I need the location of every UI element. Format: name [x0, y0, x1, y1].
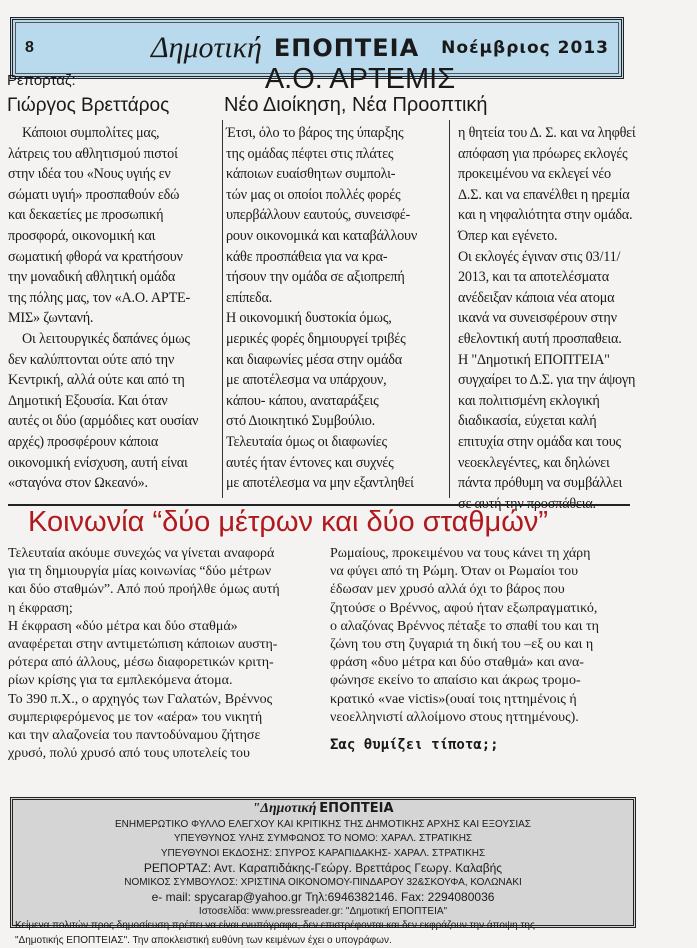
text-line: αυτές ήταν έντονες και συχνές	[226, 453, 446, 474]
text-line: Το 390 π.Χ., ο αρχηγός των Γαλατών, Βρέννος	[8, 691, 280, 709]
text-line: φώνησε εκείνο το απαίσιο και άκρως τρομο-	[330, 672, 599, 690]
footer-line: ΝΟΜΙΚΟΣ ΣΥΜΒΟΥΛΟΣ: ΧΡΙΣΤΙΝΑ ΟΙΚΟΝΟΜΟΥ-ΠΙΝΔΑΡΟΥ 32&ΣΚΟΥΦΑ, ΚΟΛΩΝΑΚΙ	[13, 876, 633, 891]
text-line: απόφαση για πρόωρες εκλογές	[458, 144, 658, 165]
text-line: λάτρεις του αθλητισμού πιστοί	[8, 144, 218, 165]
text-line: σώματι υγιή» προσπαθούν εδώ	[8, 185, 218, 206]
text-line: πάντα πρόθυμη να συμβάλλει	[458, 473, 658, 494]
text-line: κάποιων ευαίσθητων συμπολι-	[226, 164, 446, 185]
text-line: νεοεκλεγέντες, και δηλώνει	[458, 453, 658, 474]
article2-right-column	[330, 545, 599, 727]
closing-line: Σας θυμίζει τίποτα;;	[330, 737, 499, 753]
text-line: Οι εκλογές έγιναν στις 03/11/	[458, 247, 658, 268]
text-line: προκειμένου να εκλεγεί νέο	[458, 164, 658, 185]
text-line: Η έκφραση «δύο μέτρα και δύο σταθμά»	[8, 618, 280, 636]
text-line: Τελευταία ακόυμε συνεχώς να γίνεται αναφορά	[8, 545, 280, 563]
text-line: έδωσαν μεν χρυσό αλλά όχι το βάρος που	[330, 581, 599, 599]
text-line: Ρωμαίους, προκειμένου να τους κάνει τη χάρη	[330, 545, 599, 563]
text-line: σωματική φθορά να κρατήσουν	[8, 247, 218, 268]
text-line: Δ.Σ. και να επανέλθει η ηρεμία	[458, 185, 658, 206]
text-line: η θητεία του Δ. Σ. και να ληφθεί	[458, 123, 658, 144]
text-line: με αποτέλεσμα να υπάρχουν,	[226, 370, 446, 391]
footer-logo-block: ΕΠΟΠΤΕΙΑ	[319, 801, 393, 816]
report-label: Ρεπορταζ:	[7, 72, 76, 89]
article2-title: Κοινωνία “δύο μέτρων και δύο σταθμών”	[28, 506, 548, 539]
text-line: διαδικασία, εύχεται καλή	[458, 411, 658, 432]
text-line: 2013, και τα αποτελέσματα	[458, 267, 658, 288]
text-line: ρίων κρίσης για τα εμπλεκόμενα άτομα.	[8, 672, 280, 690]
text-line: ανέδειξαν κάποια νέα ατομα	[458, 288, 658, 309]
issue-date: Νοέμβριος 2013	[441, 38, 609, 58]
footer-line: ΥΠΕΥΘΥΝΟΙ ΕΚΔΟΣΗΣ: ΣΠΥΡΟΣ ΚΑΡΑΠΙΔΑΚΗΣ- ΧΑΡΑΛ. ΣΤΡΑΤΙΚΗΣ	[13, 847, 633, 862]
text-line: συμπεριφερόμενος με τον «αέρα» του νικητή	[8, 709, 280, 727]
footer-disclaimer-line: "Δημοτικής ΕΠΟΠΤΕΙΑΣ". Την αποκλειστική ευθύνη των κειμένων έχει ο υπογράφων.	[13, 934, 633, 948]
text-line: φράση «δυο μέτρα και δύο σταθμά» και ανα-	[330, 654, 599, 672]
text-line: η έκφραση;	[8, 600, 280, 618]
text-line: και η νηφαλιότητα στην ομάδα.	[458, 205, 658, 226]
text-line: κάπου- κάπου, αναταράξεις	[226, 391, 446, 412]
text-line: της πόλης μας, τον «Α.Ο. ΑΡΤΕ-	[8, 288, 218, 309]
article-column-2	[226, 123, 446, 494]
page-number: 8	[25, 39, 34, 57]
text-line: κρατικό «vae victis»(ουαί τοις ηττημένοις ή	[330, 691, 599, 709]
column-divider	[222, 120, 223, 498]
text-line: και πολιτισμένη εκλογική	[458, 391, 658, 412]
article-title: Α.Ο. ΑΡΤΕΜΙΣ	[240, 63, 480, 96]
text-line: αναφέρεται στην αντιμετώπιση κάποιων αυστη-	[8, 636, 280, 654]
text-line: ζώνη του στη ζυγαριά τη δική του –εξ ου και η	[330, 636, 599, 654]
text-line: και την αλαζονεία του παντοδύναμου ζήτησε	[8, 727, 280, 745]
text-line: Τελευταία όμως οι διαφωνίες	[226, 432, 446, 453]
text-line: προσφορά, οικονομική και	[8, 226, 218, 247]
text-line: τών μας οι οποίοι πολλές φορές	[226, 185, 446, 206]
text-line: εθελοντική αυτή προσπαθεια.	[458, 329, 658, 350]
text-line: και διαφωνίες μέσα στην ομάδα	[226, 350, 446, 371]
text-line: Η οικονομική δυστοκία όμως,	[226, 308, 446, 329]
article2-left-column	[8, 545, 280, 763]
footer-logo-script: "Δημοτική	[252, 801, 316, 816]
text-line: Όπερ και εγένετο.	[458, 226, 658, 247]
footer-line: ΥΠΕΥΘΥΝΟΣ ΥΛΗΣ ΣΥΜΦΩΝΟΣ ΤΟ ΝΟΜΟ: ΧΑΡΑΛ. ΣΤΡΑΤΙΚΗΣ	[13, 832, 633, 847]
text-line: και δεκαετίες με προσωπική	[8, 205, 218, 226]
footer-disclaimer-line: Κείμενα πολιτών προς δημοσίευση πρέπει να είναι ενυπόγραφα, δεν επιστρέφονται και δεν εκφράζουν την άποψη της	[13, 919, 633, 934]
footer-line: Ιστοσελίδα: www.pressreader.gr: "Δημοτική ΕΠΟΠΤΕΙΑ"	[13, 905, 633, 920]
author: Γιώργος Βρεττάρος	[7, 95, 169, 117]
text-line: Κάποιοι συμπολίτες μας,	[8, 123, 218, 144]
text-line: να φύγει από τη Ρώμη. Όταν οι Ρωμαίοι του	[330, 563, 599, 581]
text-line: Δημοτική Εξουσία. Και όταν	[8, 391, 218, 412]
footer-line: e- mail: spycarap@yahoo.gr Τηλ:6946382146. Fax: 2294080036	[13, 890, 633, 905]
column-divider	[449, 120, 450, 498]
footer-line: ΡΕΠΟΡΤΑΖ: Αντ. Καραπιδάκης-Γεώργ. Βρεττάρος Γεωργ. Καλαβής	[13, 861, 633, 876]
text-line: την μοναδική αθλητική ομάδα	[8, 267, 218, 288]
text-line: επιτυχία στην ομάδα και τους	[458, 432, 658, 453]
text-line: μερικές φορές δημιουργεί τριβές	[226, 329, 446, 350]
text-line: ο αλαζόνας Βρέννος πέταξε το σπαθί του και τη	[330, 618, 599, 636]
text-line: τήσουν την ομάδα σε αξιοπρεπή	[226, 267, 446, 288]
article-subtitle: Νέο Διοίκηση, Νέα Προοπτική	[224, 94, 488, 117]
text-line: με αποτέλεσμα να μην εξαντληθεί	[226, 473, 446, 494]
text-line: «σταγόνα στον Ωκεανό».	[8, 473, 218, 494]
text-line: κάθε προσπάθεια για να κρα-	[226, 247, 446, 268]
text-line: υπερβάλλουν εαυτούς, συνεισφέ-	[226, 205, 446, 226]
logo-script: Δημοτική	[151, 31, 262, 65]
text-line: Έτσι, όλο το βάρος της ύπαρξης	[226, 123, 446, 144]
text-line: στό Διοικητικό Συμβούλιο.	[226, 411, 446, 432]
text-line: χρυσό, πολύ χρυσό από τους υποτελείς του	[8, 745, 280, 763]
article-column-1	[8, 123, 218, 494]
text-line: οικονομική ενίσχυση, αυτή είναι	[8, 453, 218, 474]
text-line: νεοελληνιστί αλλοίμονο στους ηττημένους).	[330, 709, 599, 727]
text-line: Κεντρική, αλλά ούτε και από τη	[8, 370, 218, 391]
article-column-3	[458, 123, 658, 514]
text-line: ΜΙΣ» ζωντανή.	[8, 308, 218, 329]
text-line: και δύο σταθμών”. Από πού προήλθε όμως αυτή	[8, 581, 280, 599]
footer-imprint	[10, 797, 636, 928]
text-line: ρότερα από άλλους, μέσω διαφορετικών κριτη-	[8, 654, 280, 672]
text-line: ρουν οικονομικά και καταβάλλουν	[226, 226, 446, 247]
text-line: ζητούσε ο Βρέννος, αφού ήταν εξωπραγματικό,	[330, 600, 599, 618]
footer-line: ΕΝΗΜΕΡΩΤΙΚΟ ΦΥΛΛΟ ΕΛΕΓΧΟΥ ΚΑΙ ΚΡΙΤΙΚΗΣ ΤΗΣ ΔΗΜΟΤΙΚΗΣ ΑΡΧΗΣ ΚΑΙ ΕΞΟΥΣΙΑΣ	[13, 818, 633, 833]
text-line: αυτές οι δύο (αρμόδιες κατ ουσίαν	[8, 411, 218, 432]
text-line: για τη δημιουργία μίας κοινωνίας “δύο μέτρων	[8, 563, 280, 581]
logo-block: ΕΠΟΠΤΕΙΑ	[274, 34, 419, 62]
text-line: δεν καλύπτονται ούτε από την	[8, 350, 218, 371]
text-line: της ομάδας πέφτει στις πλάτες	[226, 144, 446, 165]
text-line: στην ιδέα του «Νους υγιής εν	[8, 164, 218, 185]
text-line: αρχές) προσφέρουν κάποια	[8, 432, 218, 453]
text-line: Οι λειτουργικές δαπάνες όμως	[8, 329, 218, 350]
text-line: επίπεδα.	[226, 288, 446, 309]
text-line: Η "Δημοτική ΕΠΟΠΤΕΙΑ"	[458, 350, 658, 371]
text-line: συγχαίρει το Δ.Σ. για την άψογη	[458, 370, 658, 391]
text-line: ικανά να συνεισφέρουν στην	[458, 308, 658, 329]
